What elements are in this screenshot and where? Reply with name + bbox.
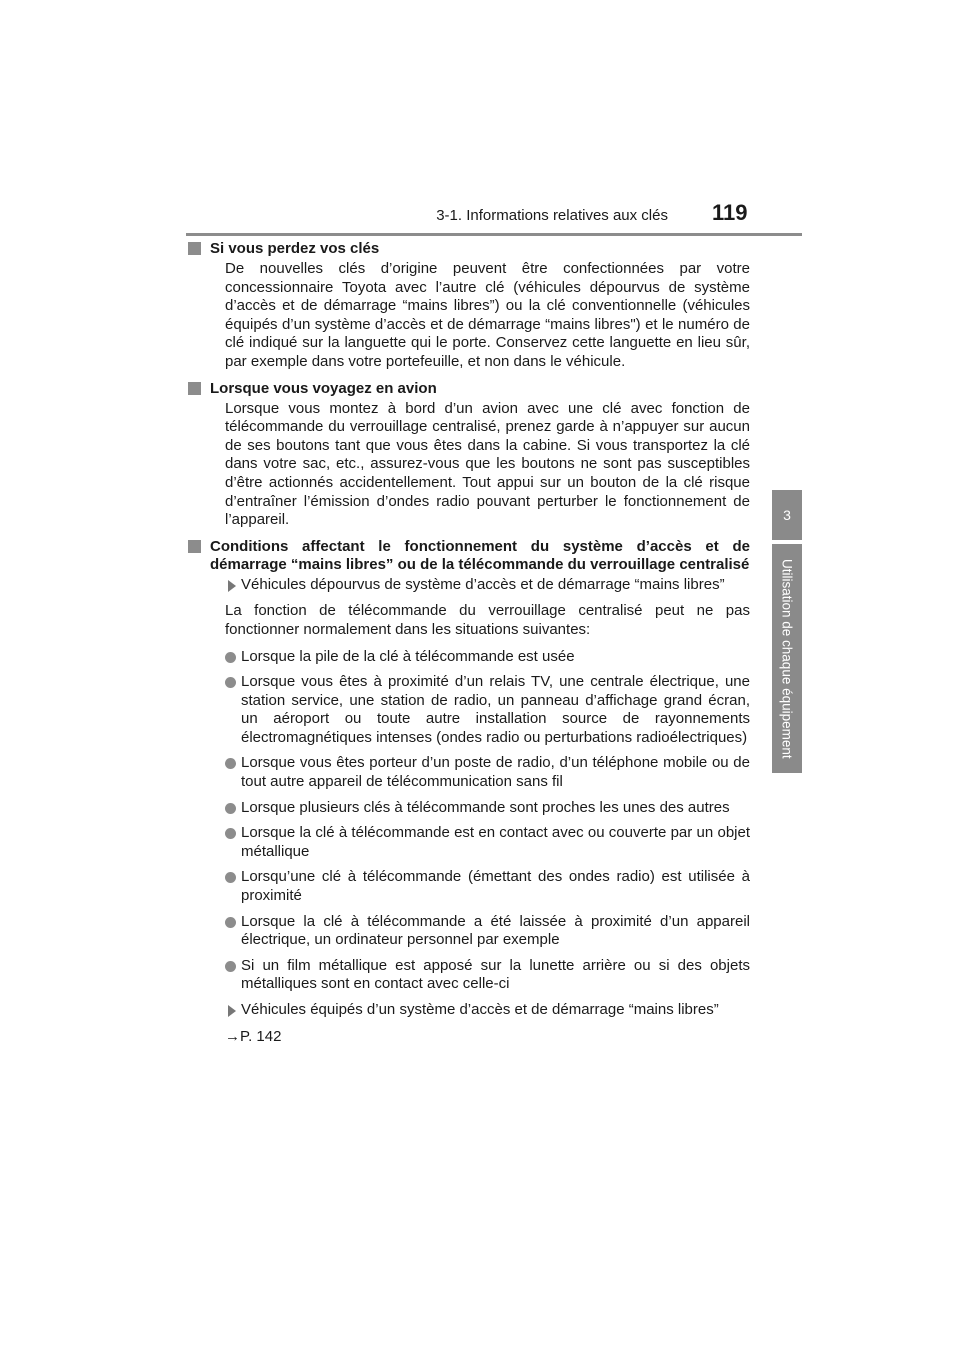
square-bullet-icon bbox=[188, 242, 201, 255]
page-header bbox=[0, 0, 960, 240]
subheading-text: Véhicules équipés d’un système d’accès et de démarrage “mains libres” bbox=[241, 1001, 719, 1018]
list-item bbox=[225, 957, 750, 994]
page-reference-link[interactable]: →P. 142 bbox=[225, 1027, 282, 1045]
triangle-arrow-icon bbox=[228, 580, 236, 592]
section-heading-text: Conditions affectant le fonctionnement du système d’accès et de démarrage “mains libres” ou de la télécommande du verrouillage centralisé bbox=[210, 537, 750, 573]
section-heading bbox=[188, 240, 750, 258]
section-operating-conditions bbox=[188, 538, 750, 1046]
list-item-text: Lorsque la clé à télécommande a été laissée à proximité d’un appareil électrique, un ordinateur personnel par exemple bbox=[241, 912, 750, 949]
square-bullet-icon bbox=[188, 382, 201, 395]
list-item bbox=[225, 673, 750, 747]
chapter-number: 3 bbox=[783, 507, 791, 523]
subheading-without-smart-key bbox=[225, 576, 750, 595]
circle-bullet-icon bbox=[225, 652, 236, 663]
subheading-with-smart-key bbox=[225, 1001, 750, 1020]
page-number: 119 bbox=[712, 200, 748, 225]
list-item-text: Lorsque vous êtes porteur d’un poste de radio, d’un téléphone mobile ou de tout autre appareil de télécommunication sans fil bbox=[241, 754, 750, 791]
section-heading-text: Si vous perdez vos clés bbox=[210, 240, 380, 257]
chapter-label-band bbox=[772, 544, 802, 773]
list-item-text: Lorsque la pile de la clé à télécommande est usée bbox=[241, 647, 575, 665]
section-lost-keys bbox=[188, 240, 750, 372]
header-divider bbox=[186, 233, 802, 236]
subheading-text: Véhicules dépourvus de système d’accès et de démarrage “mains libres” bbox=[241, 575, 725, 593]
list-item-text: Lorsque vous êtes à proximité d’un relais TV, une centrale électrique, une station service, une station de radio, un panneau d’affichage grand écran, un aéroport ou toute autre installation source de rayonnements électromagnétiques intenses (ondes radio ou perturbations radioélectriques) bbox=[241, 673, 750, 746]
section-paragraph: De nouvelles clés d’origine peuvent être confectionnées par votre concessionnaire Toyota avec l’autre clé (véhicules dépourvus de système d’accès et de démarrage “mains libres”) ou la clé conventionnelle (véhicules équipés d’un système d’accès et de démarrage “mains libres") et le numéro de clé indiqué sur la languette qui le porte. Conservez cette languette en lieu sûr, par exemple dans votre portefeuille, et non dans le véhicule. bbox=[225, 260, 750, 370]
circle-bullet-icon bbox=[225, 803, 236, 814]
condition-list bbox=[225, 648, 750, 995]
main-content bbox=[188, 240, 750, 1052]
list-item-text: Lorsque plusieurs clés à télécommande sont proches les unes des autres bbox=[241, 798, 730, 816]
list-item bbox=[225, 913, 750, 950]
list-item bbox=[225, 754, 750, 791]
circle-bullet-icon bbox=[225, 758, 236, 769]
section-heading bbox=[188, 538, 750, 574]
list-item bbox=[225, 648, 750, 667]
section-heading-text: Lorsque vous voyagez en avion bbox=[210, 379, 437, 397]
section-heading bbox=[188, 380, 750, 398]
list-item-text: Lorsque la clé à télécommande est en contact avec ou couverte par un objet métallique bbox=[241, 824, 750, 860]
chapter-side-tab bbox=[772, 238, 802, 773]
circle-bullet-icon bbox=[225, 961, 236, 972]
section-air-travel bbox=[188, 380, 750, 530]
circle-bullet-icon bbox=[225, 872, 236, 883]
circle-bullet-icon bbox=[225, 828, 236, 839]
list-item bbox=[225, 799, 750, 818]
chapter-number-box bbox=[772, 490, 802, 540]
triangle-arrow-icon bbox=[228, 1005, 236, 1017]
list-item bbox=[225, 868, 750, 905]
square-bullet-icon bbox=[188, 540, 201, 553]
header-section-title: 3-1. Informations relatives aux clés bbox=[436, 207, 668, 224]
chapter-label: Utilisation de chaque équipement bbox=[779, 558, 795, 759]
circle-bullet-icon bbox=[225, 917, 236, 928]
circle-bullet-icon bbox=[225, 677, 236, 688]
section-paragraph: Lorsque vous montez à bord d’un avion avec une clé avec fonction de télécommande du verrouillage centralisé, prenez garde à n’appuyer sur aucun de ses boutons tant que vous êtes dans la cabine. Si vous transportez la clé dans votre sac, etc., assurez-vous que les boutons ne sont pas susceptibles d’être actionnés accidentellement. Tout appui sur un bouton de la clé risque d’entraîner l’émission d’ondes radio pouvant perturber le fonctionnement de l’appareil. bbox=[225, 399, 750, 529]
list-item-text: Lorsqu’une clé à télécommande (émettant des ondes radio) est utilisée à proximité bbox=[241, 868, 750, 905]
list-item bbox=[225, 824, 750, 861]
list-item-text: Si un film métallique est apposé sur la lunette arrière ou si des objets métalliques sont en contact avec celle-ci bbox=[241, 956, 750, 993]
intro-paragraph: La fonction de télécommande du verrouillage centralisé peut ne pas fonctionner normalement dans les situations suivantes: bbox=[225, 602, 750, 638]
